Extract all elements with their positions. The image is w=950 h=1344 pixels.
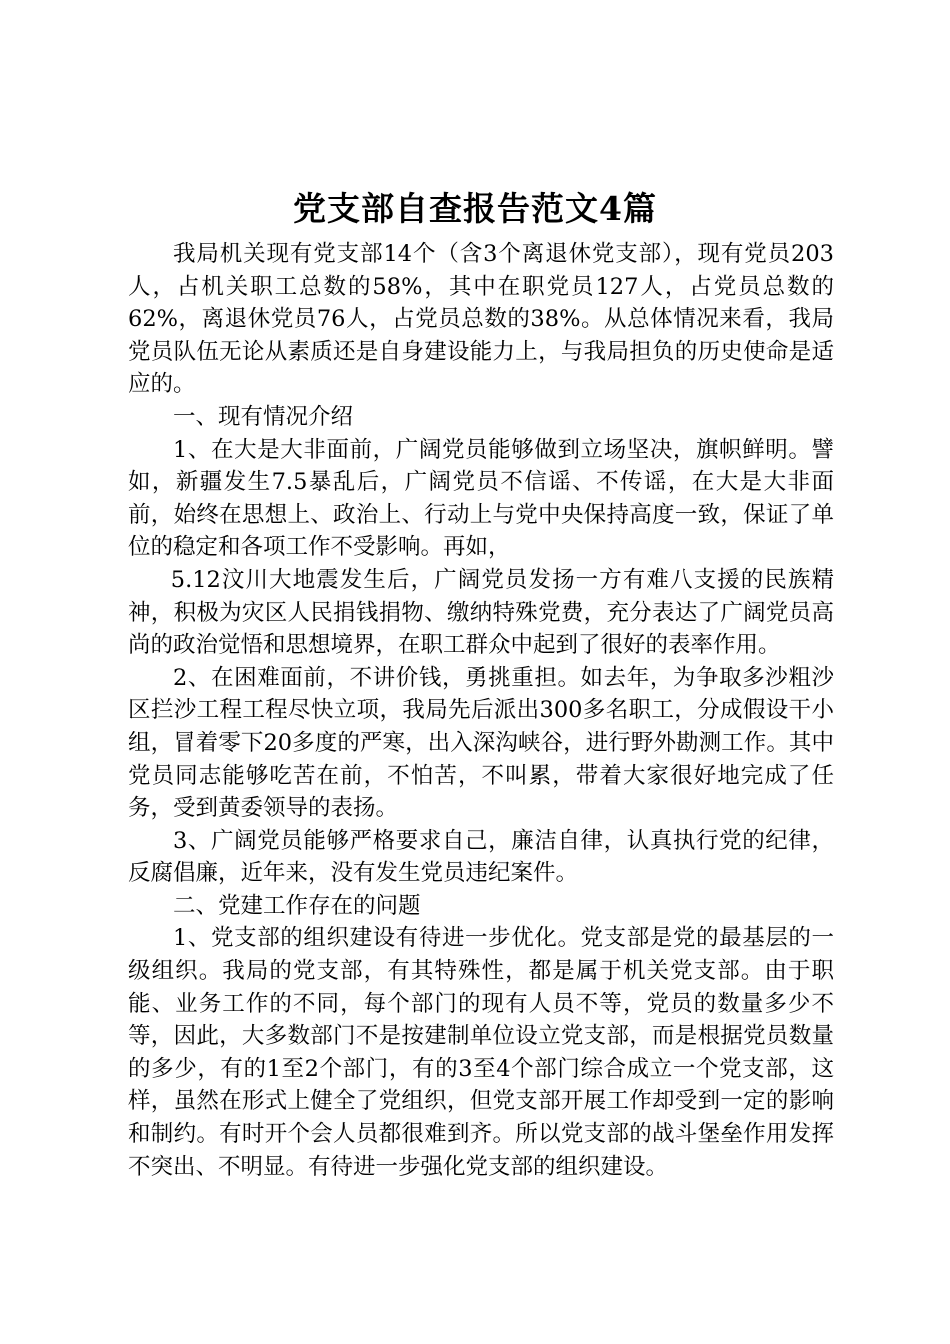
section-heading-2: 二、党建工作存在的问题 [173, 892, 421, 919]
paragraph-point-1: 1、在大是大非面前，广阔党员能够做到立场坚决，旗帜鲜明。譬如，新疆发生7.5暴乱后，广阔党员不信谣、不传谣，在大是大非面前，始终在思想上、政治上、行动上与党中央保持高度一致，保证了单位的稳定和各项工作不受影响。再如， [128, 436, 834, 561]
document-title: 党支部自查报告范文4篇 [293, 189, 657, 228]
document-body [128, 238, 834, 1183]
section-heading-1: 一、现有情况介绍 [173, 403, 354, 430]
paragraph-point-1-continued: 5.12汶川大地震发生后，广阔党员发扬一方有难八支援的民族精神，积极为灾区人民捐钱捐物、缴纳特殊党费，充分表达了广阔党员高尚的政治觉悟和思想境界，在职工群众中起到了很好的表率作用。 [128, 566, 834, 659]
paragraph-intro: 我局机关现有党支部14个（含3个离退休党支部），现有党员203人，占机关职工总数的58%，其中在职党员127人，占党员总数的62%，离退休党员76人，占党员总数的38%。从总体情况来看，我局党员队伍无论从素质还是自身建设能力上，与我局担负的历史使命是适应的。 [128, 241, 834, 398]
paragraph-problem-1: 1、党支部的组织建设有待进一步优化。党支部是党的最基层的一级组织。我局的党支部，有其特殊性，都是属于机关党支部。由于职能、业务工作的不同，每个部门的现有人员不等，党员的数量多少不等，因此，大多数部门不是按建制单位设立党支部，而是根据党员数量的多少，有的1至2个部门，有的3至4个部门综合成立一个党支部，这样，虽然在形式上健全了党组织，但党支部开展工作却受到一定的影响和制约。有时开个会人员都很难到齐。所以党支部的战斗堡垒作用发挥不突出、不明显。有待进一步强化党支部的组织建设。 [128, 925, 834, 1180]
paragraph-point-2: 2、在困难面前，不讲价钱，勇挑重担。如去年，为争取多沙粗沙区拦沙工程工程尽快立项，我局先后派出300多名职工，分成假设干小组，冒着零下20多度的严寒，出入深沟峡谷，进行野外勘测工作。其中党员同志能够吃苦在前，不怕苦，不叫累，带着大家很好地完成了任务，受到黄委领导的表扬。 [128, 664, 834, 822]
paragraph-point-3: 3、广阔党员能够严格要求自己，廉洁自律，认真执行党的纪律，反腐倡廉，近年来，没有发生党员违纪案件。 [128, 827, 834, 887]
